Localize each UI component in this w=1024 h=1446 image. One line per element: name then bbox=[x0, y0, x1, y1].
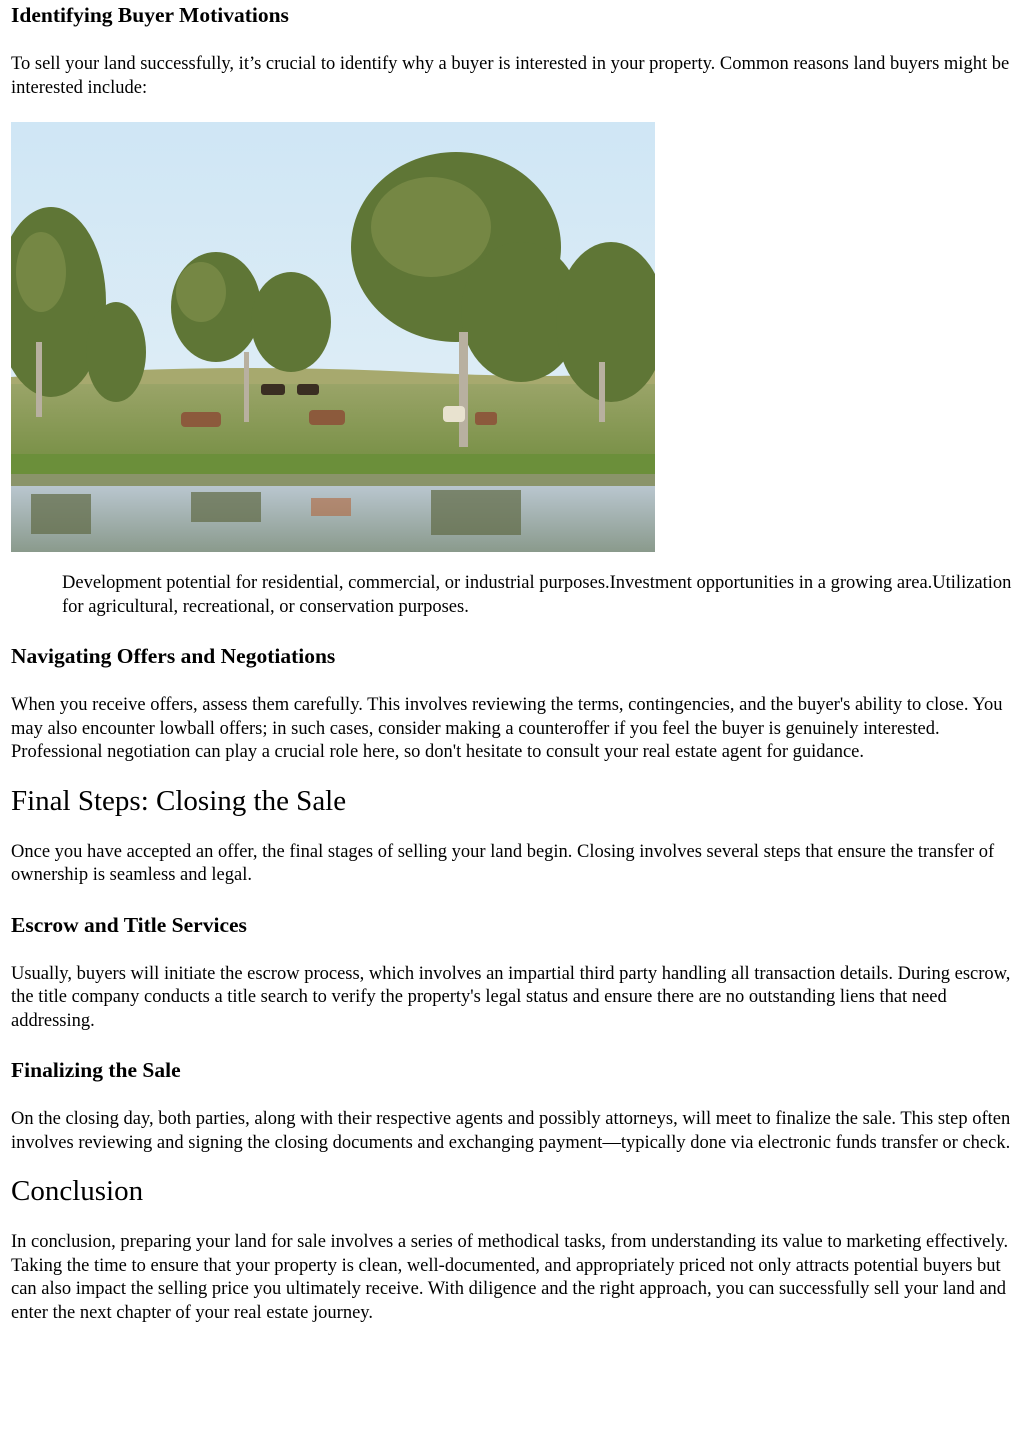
paragraph-escrow: Usually, buyers will initiate the escrow process, which involves an impartial third party handling all transaction details. During escrow, the title company conducts a title search to verify the property's legal status and ensure there are no outstanding liens that need addressing. bbox=[11, 963, 1011, 1031]
landscape-photo bbox=[11, 122, 655, 552]
paragraph-finalizing: On the closing day, both parties, along with their respective agents and possibly attorneys, will meet to finalize the sale. This step often involves reviewing and signing the closing documents and exchanging payment—typically done via electronic funds transfer or check. bbox=[11, 1109, 1011, 1153]
paragraph-offers: When you receive offers, assess them carefully. This involves reviewing the terms, contingencies, and the buyer's ability to close. You may also encounter lowball offers; in such cases, consider making a counteroffer if you feel the buyer is genuinely interested. Professional negotiation can play a crucial role here, so don't hesitate to consult your real estate agent for guidance. bbox=[11, 695, 1003, 762]
paragraph-buyer-motivations: To sell your land successfully, it’s crucial to identify why a buyer is interested in your property. Common reasons land buyers might be interested include: bbox=[11, 54, 1010, 98]
paragraph-conclusion: In conclusion, preparing your land for sale involves a series of methodical tasks, from understanding its value to marketing effectively. Taking the time to ensure that your property is clean, well-documented, and appropriately priced not only attracts potential buyers but can also impact the selling price you ultimately receive. With diligence and the right approach, you can successfully sell your land and enter the next chapter of your real estate journey. bbox=[11, 1232, 1009, 1323]
reasons-list: Development potential for residential, commercial, or industrial purposes.Investment opportunities in a growing area.Utilization for agricultural, recreational, or conservation purposes. bbox=[62, 573, 1012, 617]
heading-final-steps: Final Steps: Closing the Sale bbox=[11, 784, 347, 817]
heading-offers: Navigating Offers and Negotiations bbox=[11, 644, 336, 668]
heading-escrow: Escrow and Title Services bbox=[11, 912, 247, 937]
paragraph-final-steps: Once you have accepted an offer, the final stages of selling your land begin. Closing involves several steps that ensure the transfer of ownership is seamless and legal. bbox=[11, 841, 995, 885]
heading-finalizing: Finalizing the Sale bbox=[11, 1058, 181, 1082]
heading-buyer-motivations: Identifying Buyer Motivations bbox=[11, 3, 289, 27]
heading-conclusion: Conclusion bbox=[11, 1175, 144, 1207]
